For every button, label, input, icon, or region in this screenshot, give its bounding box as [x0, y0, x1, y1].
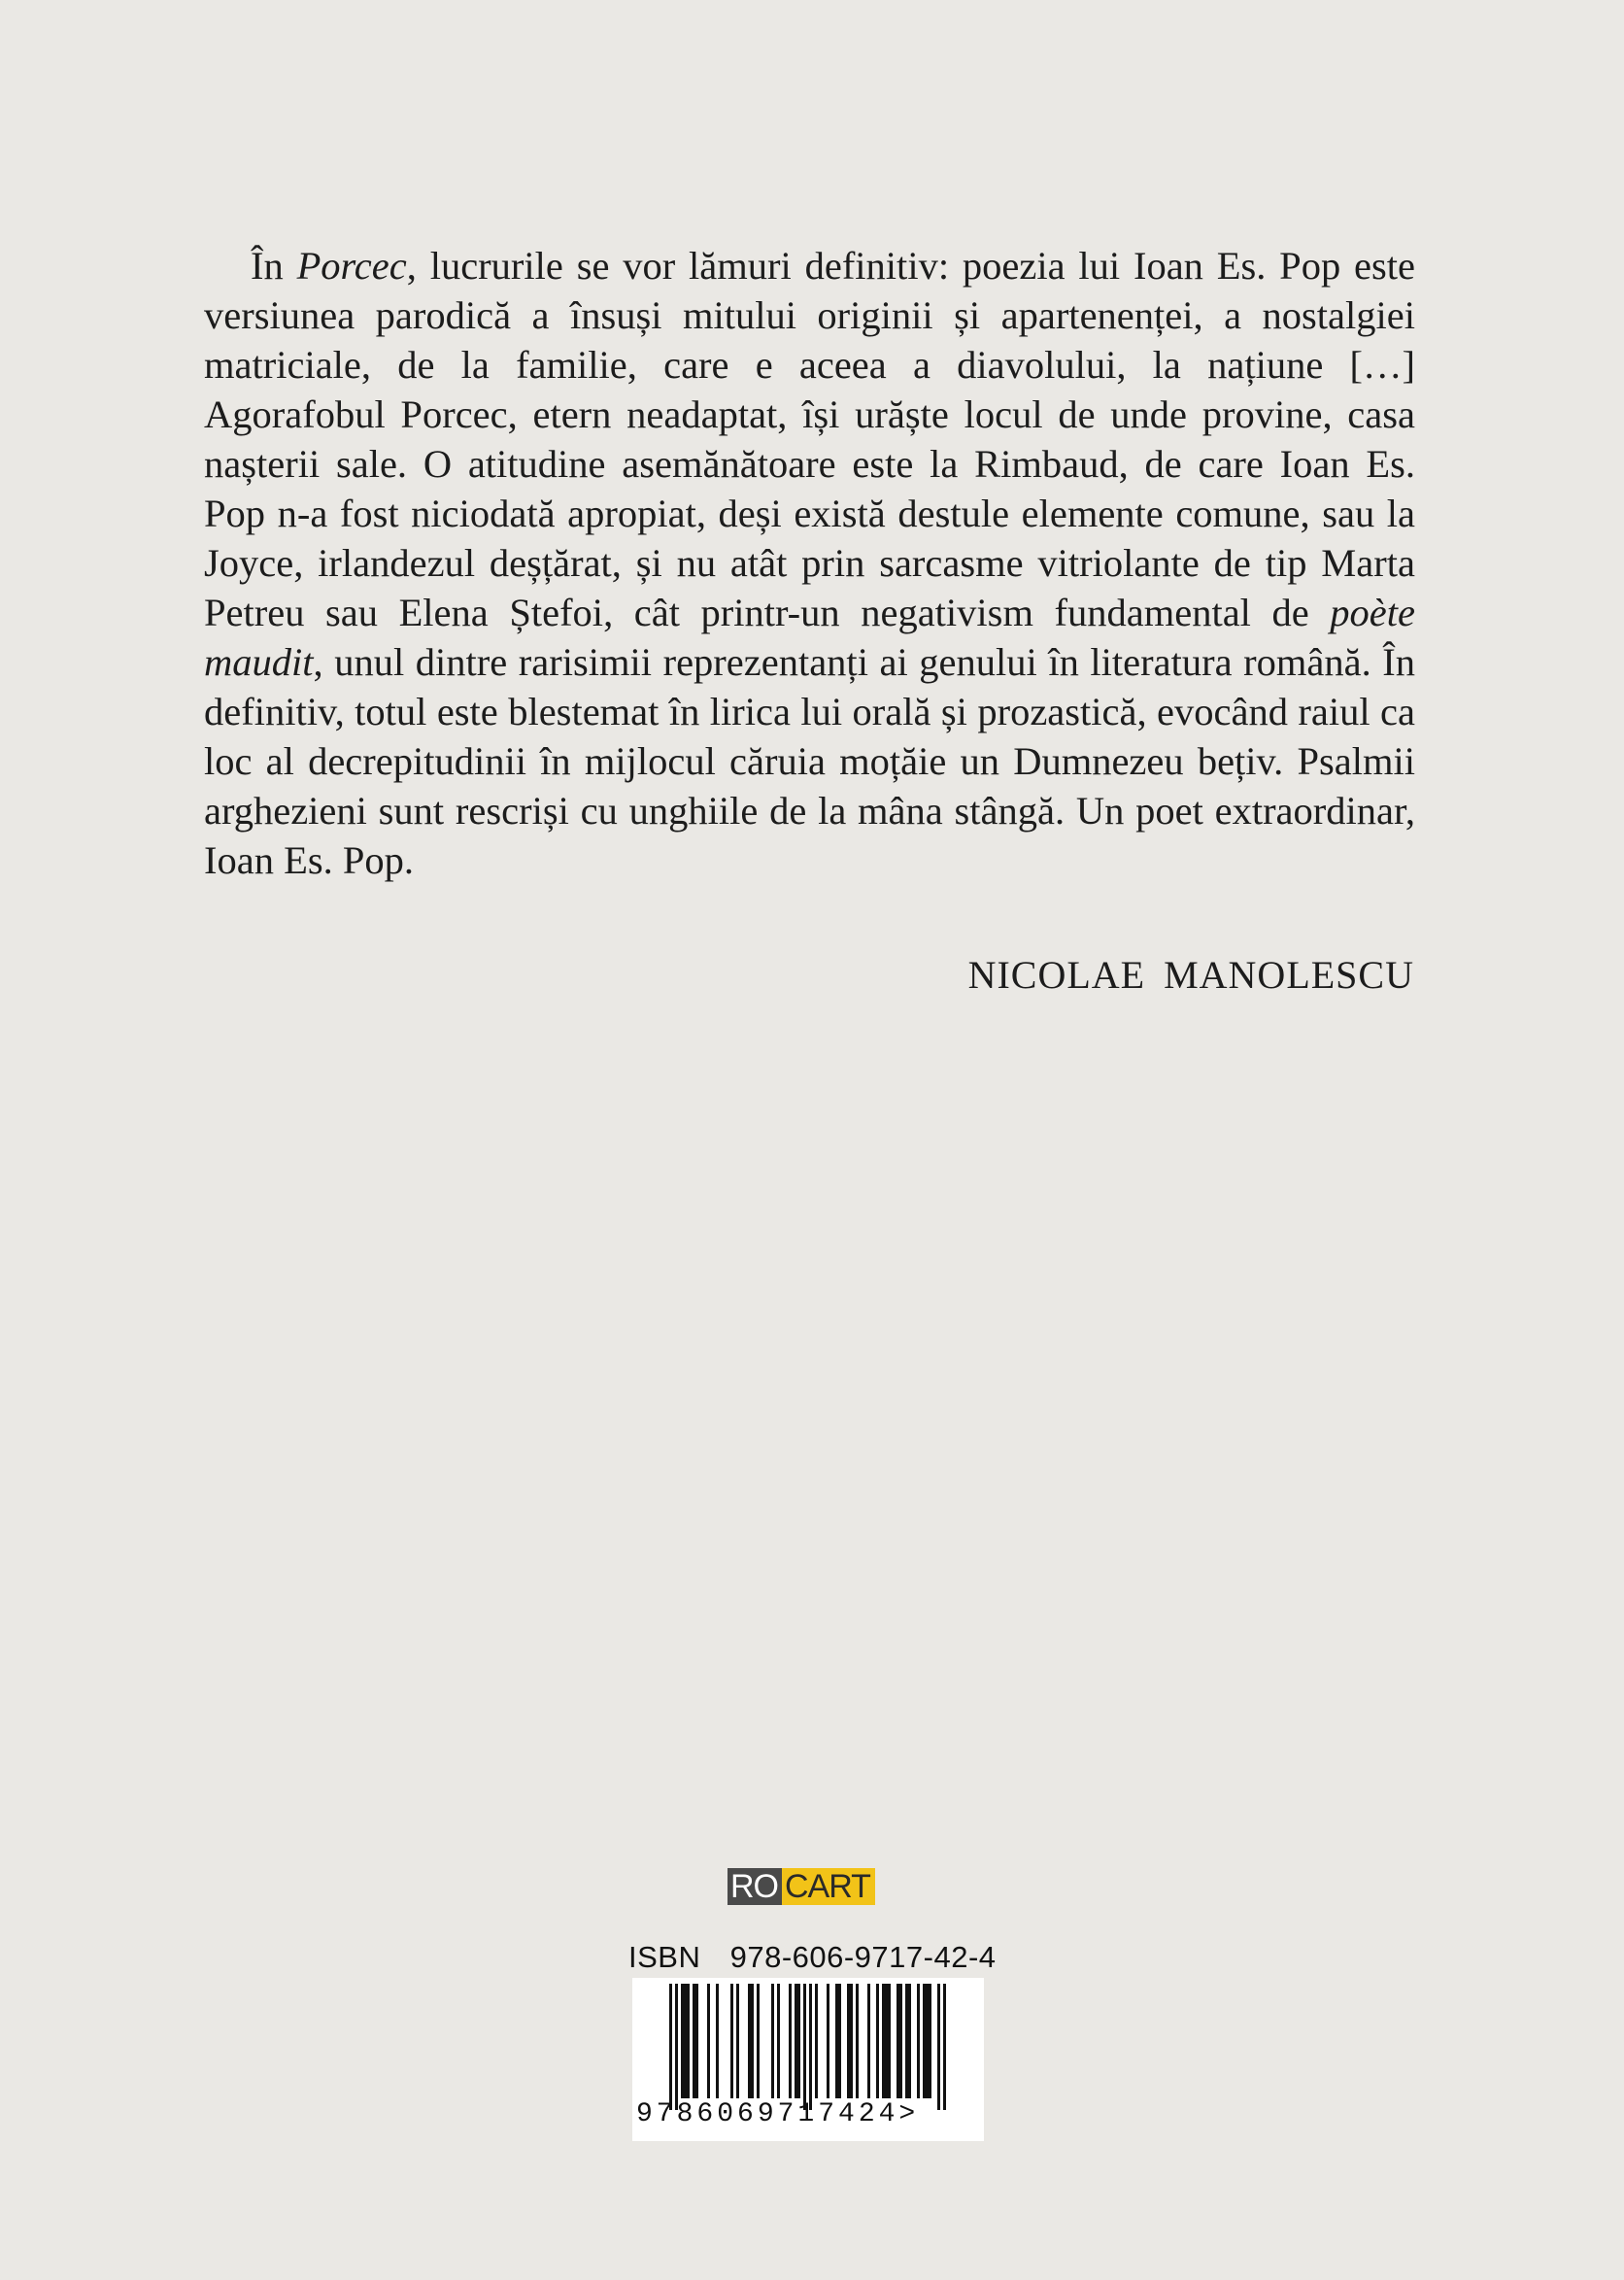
barcode-bar	[923, 1984, 926, 2098]
barcode-bar	[905, 1984, 908, 2098]
barcode-bar	[876, 1984, 879, 2098]
blurb-text	[204, 241, 1415, 885]
barcode-bar	[929, 1984, 931, 2098]
barcode-bar	[847, 1984, 850, 2098]
barcode-bar	[835, 1984, 838, 2098]
barcode-bar	[675, 1984, 678, 2110]
barcode-bar	[684, 1984, 687, 2098]
book-title: Porcec	[296, 244, 407, 288]
barcode-bar	[850, 1984, 853, 2098]
barcode-bar	[777, 1984, 780, 2098]
barcode-bar	[815, 1984, 818, 2098]
blurb-part-2: , lucrurile se vor lămuri definitiv: poezia lui Ioan Es. Pop este versiunea parodică a însuși mitului originii și apartenenței, a nostalgiei matriciale, de la familie, care e aceea a diavolului, la națiune […] Agorafobul Porcec, etern neadaptat, își urăște locul de unde provine, casa nașterii sale. O atitudine asemănătoare este la Rimbaud, de care Ioan Es. Pop n-a fost niciodată apropiat, deși există destule elemente comune, sau la Joyce, irlandezul deșțărat, și nu atât prin sarcasme vitriolante de tip Marta Petreu sau Elena Ștefoi, cât printr-un negativism fundamental de	[204, 244, 1415, 634]
barcode-digits: 9786069717424>	[636, 2099, 920, 2129]
barcode-bar	[797, 1984, 800, 2098]
barcode-bar	[888, 1984, 891, 2098]
barcode-bar	[827, 1984, 829, 2098]
barcode-bar	[707, 1984, 710, 2098]
barcode-bar	[897, 1984, 899, 2098]
barcode-bar	[771, 1984, 774, 2098]
barcode-bar	[867, 1984, 870, 2098]
barcode-bar	[937, 1984, 940, 2110]
barcode-bar	[795, 1984, 797, 2098]
barcode-bar	[803, 1984, 806, 2110]
blurb-author: NICOLAE MANOLESCU	[967, 953, 1414, 997]
barcode-bar	[943, 1984, 946, 2110]
isbn-number: 978-606-9717-42-4	[729, 1940, 997, 1974]
barcode-bar	[882, 1984, 885, 2098]
barcode-bar	[885, 1984, 888, 2098]
barcode-bar	[751, 1984, 754, 2098]
barcode-bar	[809, 1984, 812, 2110]
isbn-label: ISBN	[628, 1940, 701, 1974]
italic-phrase: poète maudit	[204, 591, 1415, 684]
barcode-bar	[789, 1984, 792, 2098]
barcode-bar	[736, 1984, 739, 2098]
barcode-bar	[908, 1984, 911, 2098]
barcode-bar	[856, 1984, 859, 2098]
barcode-bar	[757, 1984, 760, 2098]
barcode-bar	[693, 1984, 695, 2098]
barcode-bar	[838, 1984, 841, 2098]
barcode-bar	[748, 1984, 751, 2098]
barcode	[632, 1978, 984, 2141]
logo-cart: CART	[782, 1868, 875, 1905]
barcode-bar	[669, 1984, 672, 2110]
barcode-bar	[687, 1984, 690, 2098]
barcode-bar	[716, 1984, 719, 2098]
blurb-part-1: În	[251, 244, 297, 288]
isbn-line	[628, 1940, 997, 1975]
blurb-part-3: , unul dintre rarisimii reprezentanți ai genului în literatura română. În definitiv, totul este blestemat în lirica lui orală și prozastică, evocând raiul ca loc al decrepitudinii în mijlocul căruia moțăie un Dumnezeu bețiv. Psalmii arghezieni sunt rescriși cu unghiile de la mâna stângă. Un poet extraordinar, Ioan Es. Pop.	[204, 640, 1415, 882]
logo-ro: RO	[727, 1868, 782, 1905]
publisher-logo	[727, 1868, 875, 1905]
barcode-bar	[917, 1984, 920, 2098]
barcode-bar	[899, 1984, 902, 2098]
barcode-bar	[730, 1984, 733, 2098]
barcode-bar	[695, 1984, 698, 2098]
barcode-bar	[926, 1984, 929, 2098]
barcode-bar	[681, 1984, 684, 2098]
